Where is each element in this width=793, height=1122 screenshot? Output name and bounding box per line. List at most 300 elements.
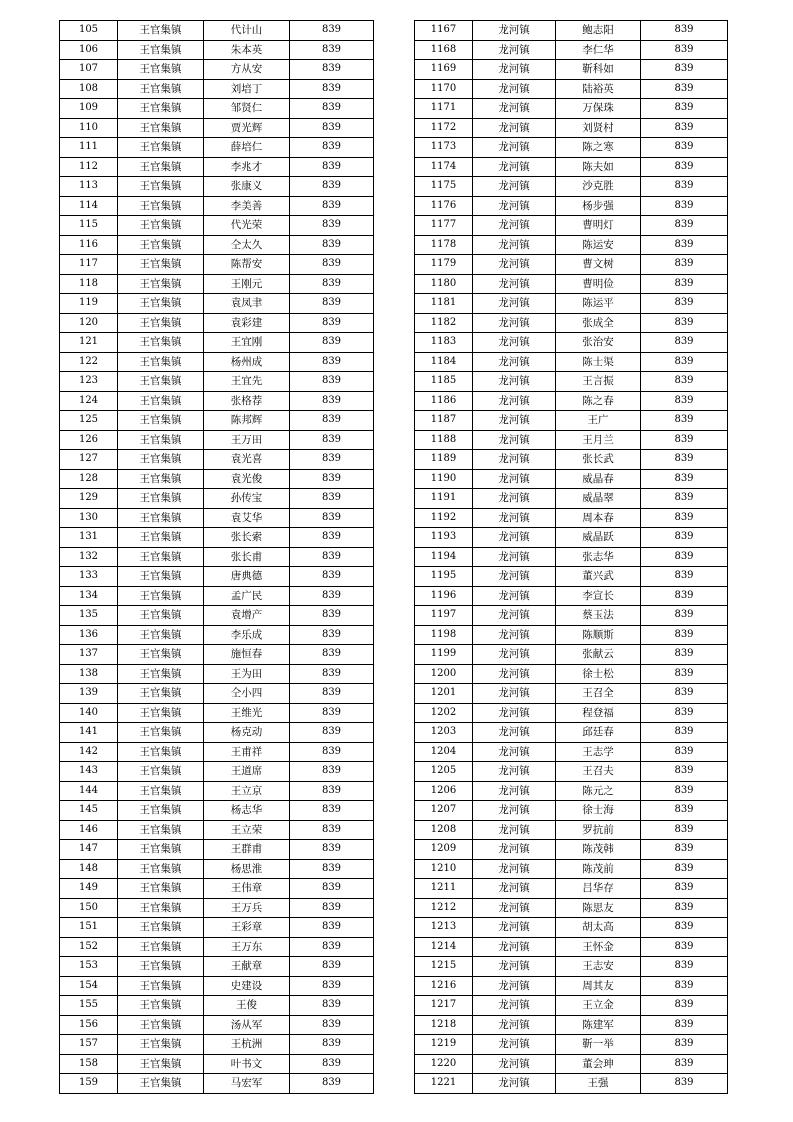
amount-cell: 839 <box>290 976 374 996</box>
table-row <box>415 684 728 704</box>
table-row <box>415 1054 728 1074</box>
name-cell: 王万兵 <box>204 898 290 918</box>
row-number-cell: 1213 <box>415 918 473 938</box>
row-number-cell: 148 <box>60 859 118 879</box>
amount-cell: 839 <box>290 352 374 372</box>
amount-cell: 839 <box>290 1015 374 1035</box>
amount-cell: 839 <box>290 411 374 431</box>
table-row <box>60 586 374 606</box>
amount-cell: 839 <box>641 372 728 392</box>
row-number-cell: 1173 <box>415 138 473 158</box>
town-cell: 龙河镇 <box>473 450 556 470</box>
table-row <box>60 508 374 528</box>
town-cell: 龙河镇 <box>473 723 556 743</box>
table-row <box>60 976 374 996</box>
row-number-cell: 151 <box>60 918 118 938</box>
town-cell: 王官集镇 <box>118 1074 204 1094</box>
name-cell: 杨步强 <box>556 196 641 216</box>
town-cell: 王官集镇 <box>118 21 204 41</box>
table-row <box>415 918 728 938</box>
town-cell: 王官集镇 <box>118 586 204 606</box>
row-number-cell: 1194 <box>415 547 473 567</box>
row-number-cell: 105 <box>60 21 118 41</box>
name-cell: 陈思友 <box>556 898 641 918</box>
amount-cell: 839 <box>290 723 374 743</box>
name-cell: 王立金 <box>556 996 641 1016</box>
town-cell: 王官集镇 <box>118 859 204 879</box>
amount-cell: 839 <box>641 781 728 801</box>
amount-cell: 839 <box>290 859 374 879</box>
amount-cell: 839 <box>290 664 374 684</box>
name-cell: 杨州成 <box>204 352 290 372</box>
table-row <box>60 469 374 489</box>
table-row <box>60 60 374 80</box>
row-number-cell: 142 <box>60 742 118 762</box>
name-cell: 张格荐 <box>204 391 290 411</box>
row-number-cell: 1220 <box>415 1054 473 1074</box>
table-row <box>415 79 728 99</box>
row-number-cell: 1198 <box>415 625 473 645</box>
town-cell: 龙河镇 <box>473 489 556 509</box>
amount-cell: 839 <box>290 294 374 314</box>
amount-cell: 839 <box>290 216 374 236</box>
amount-cell: 839 <box>290 898 374 918</box>
row-number-cell: 1172 <box>415 118 473 138</box>
amount-cell: 839 <box>290 567 374 587</box>
town-cell: 龙河镇 <box>473 586 556 606</box>
table-row <box>415 723 728 743</box>
town-cell: 龙河镇 <box>473 528 556 548</box>
amount-cell: 839 <box>641 664 728 684</box>
table-row <box>415 840 728 860</box>
table-row <box>60 1054 374 1074</box>
row-number-cell: 158 <box>60 1054 118 1074</box>
name-cell: 陈帮安 <box>204 255 290 275</box>
amount-cell: 839 <box>641 547 728 567</box>
row-number-cell: 139 <box>60 684 118 704</box>
name-cell: 孙传宝 <box>204 489 290 509</box>
town-cell: 龙河镇 <box>473 840 556 860</box>
table-row <box>415 274 728 294</box>
name-cell: 董会珅 <box>556 1054 641 1074</box>
amount-cell: 839 <box>290 235 374 255</box>
name-cell: 张长武 <box>556 450 641 470</box>
name-cell: 王立京 <box>204 781 290 801</box>
amount-cell: 839 <box>290 255 374 275</box>
row-number-cell: 109 <box>60 99 118 119</box>
name-cell: 陈之春 <box>556 391 641 411</box>
amount-cell: 839 <box>641 937 728 957</box>
name-cell: 王召全 <box>556 684 641 704</box>
amount-cell: 839 <box>641 352 728 372</box>
row-number-cell: 1174 <box>415 157 473 177</box>
town-cell: 王官集镇 <box>118 138 204 158</box>
row-number-cell: 1205 <box>415 762 473 782</box>
row-number-cell: 1177 <box>415 216 473 236</box>
town-cell: 龙河镇 <box>473 333 556 353</box>
town-cell: 龙河镇 <box>473 645 556 665</box>
row-number-cell: 1200 <box>415 664 473 684</box>
town-cell: 王官集镇 <box>118 801 204 821</box>
row-number-cell: 1176 <box>415 196 473 216</box>
amount-cell: 839 <box>290 606 374 626</box>
table-row <box>60 723 374 743</box>
town-cell: 王官集镇 <box>118 216 204 236</box>
name-cell: 罗抗前 <box>556 820 641 840</box>
row-number-cell: 137 <box>60 645 118 665</box>
name-cell: 王为田 <box>204 664 290 684</box>
name-cell: 方从安 <box>204 60 290 80</box>
row-number-cell: 154 <box>60 976 118 996</box>
town-cell: 王官集镇 <box>118 372 204 392</box>
town-cell: 王官集镇 <box>118 489 204 509</box>
table-row <box>415 976 728 996</box>
table-row <box>60 274 374 294</box>
table-row <box>415 235 728 255</box>
name-cell: 陈运安 <box>556 235 641 255</box>
name-cell: 贾光辉 <box>204 118 290 138</box>
town-cell: 王官集镇 <box>118 957 204 977</box>
row-number-cell: 1221 <box>415 1074 473 1094</box>
name-cell: 邱廷春 <box>556 723 641 743</box>
town-cell: 龙河镇 <box>473 196 556 216</box>
name-cell: 吕华存 <box>556 879 641 899</box>
amount-cell: 839 <box>290 40 374 60</box>
town-cell: 龙河镇 <box>473 508 556 528</box>
amount-cell: 839 <box>290 528 374 548</box>
town-cell: 王官集镇 <box>118 996 204 1016</box>
name-cell: 王群甫 <box>204 840 290 860</box>
table-row <box>415 703 728 723</box>
name-cell: 王俊 <box>204 996 290 1016</box>
town-cell: 龙河镇 <box>473 957 556 977</box>
row-number-cell: 1201 <box>415 684 473 704</box>
row-number-cell: 1210 <box>415 859 473 879</box>
name-cell: 王宜刚 <box>204 333 290 353</box>
row-number-cell: 145 <box>60 801 118 821</box>
town-cell: 龙河镇 <box>473 411 556 431</box>
row-number-cell: 1191 <box>415 489 473 509</box>
row-number-cell: 120 <box>60 313 118 333</box>
name-cell: 威晶翠 <box>556 489 641 509</box>
row-number-cell: 112 <box>60 157 118 177</box>
town-cell: 龙河镇 <box>473 703 556 723</box>
name-cell: 刘培丁 <box>204 79 290 99</box>
amount-cell: 839 <box>290 99 374 119</box>
table-row <box>415 528 728 548</box>
row-number-cell: 135 <box>60 606 118 626</box>
amount-cell: 839 <box>641 567 728 587</box>
town-cell: 龙河镇 <box>473 99 556 119</box>
row-number-cell: 153 <box>60 957 118 977</box>
table-row <box>415 372 728 392</box>
name-cell: 仝小四 <box>204 684 290 704</box>
town-cell: 王官集镇 <box>118 1054 204 1074</box>
table-row <box>415 781 728 801</box>
town-cell: 王官集镇 <box>118 313 204 333</box>
amount-cell: 839 <box>290 1074 374 1094</box>
name-cell: 王言振 <box>556 372 641 392</box>
row-number-cell: 143 <box>60 762 118 782</box>
name-cell: 王彩章 <box>204 918 290 938</box>
table-row <box>60 1074 374 1094</box>
town-cell: 龙河镇 <box>473 976 556 996</box>
name-cell: 靳一举 <box>556 1035 641 1055</box>
amount-cell: 839 <box>641 976 728 996</box>
table-row <box>60 859 374 879</box>
row-number-cell: 1178 <box>415 235 473 255</box>
name-cell: 威晶跃 <box>556 528 641 548</box>
name-cell: 王维光 <box>204 703 290 723</box>
amount-cell: 839 <box>290 274 374 294</box>
left-table-body <box>60 21 374 1094</box>
row-number-cell: 1217 <box>415 996 473 1016</box>
table-row <box>415 1015 728 1035</box>
row-number-cell: 130 <box>60 508 118 528</box>
amount-cell: 839 <box>290 60 374 80</box>
amount-cell: 839 <box>641 255 728 275</box>
row-number-cell: 1203 <box>415 723 473 743</box>
amount-cell: 839 <box>290 489 374 509</box>
row-number-cell: 1180 <box>415 274 473 294</box>
row-number-cell: 1208 <box>415 820 473 840</box>
town-cell: 王官集镇 <box>118 547 204 567</box>
amount-cell: 839 <box>641 1015 728 1035</box>
name-cell: 王刚元 <box>204 274 290 294</box>
amount-cell: 839 <box>641 60 728 80</box>
table-row <box>60 703 374 723</box>
row-number-cell: 122 <box>60 352 118 372</box>
table-row <box>415 216 728 236</box>
name-cell: 陈顺斯 <box>556 625 641 645</box>
name-cell: 沙克胜 <box>556 177 641 197</box>
name-cell: 王广 <box>556 411 641 431</box>
town-cell: 王官集镇 <box>118 157 204 177</box>
row-number-cell: 1184 <box>415 352 473 372</box>
name-cell: 李仁华 <box>556 40 641 60</box>
amount-cell: 839 <box>641 684 728 704</box>
table-row <box>415 1074 728 1094</box>
town-cell: 龙河镇 <box>473 430 556 450</box>
amount-cell: 839 <box>641 1035 728 1055</box>
town-cell: 王官集镇 <box>118 294 204 314</box>
row-number-cell: 1202 <box>415 703 473 723</box>
town-cell: 王官集镇 <box>118 645 204 665</box>
table-row <box>60 372 374 392</box>
name-cell: 王志安 <box>556 957 641 977</box>
town-cell: 龙河镇 <box>473 820 556 840</box>
table-row <box>60 1035 374 1055</box>
amount-cell: 839 <box>290 625 374 645</box>
town-cell: 王官集镇 <box>118 79 204 99</box>
town-cell: 龙河镇 <box>473 859 556 879</box>
table-row <box>60 840 374 860</box>
name-cell: 陈邦辉 <box>204 411 290 431</box>
name-cell: 王万田 <box>204 430 290 450</box>
amount-cell: 839 <box>290 645 374 665</box>
row-number-cell: 1215 <box>415 957 473 977</box>
row-number-cell: 1218 <box>415 1015 473 1035</box>
town-cell: 龙河镇 <box>473 216 556 236</box>
town-cell: 王官集镇 <box>118 684 204 704</box>
row-number-cell: 134 <box>60 586 118 606</box>
row-number-cell: 1168 <box>415 40 473 60</box>
amount-cell: 839 <box>290 1035 374 1055</box>
amount-cell: 839 <box>641 996 728 1016</box>
amount-cell: 839 <box>290 684 374 704</box>
town-cell: 龙河镇 <box>473 1054 556 1074</box>
town-cell: 王官集镇 <box>118 606 204 626</box>
table-row <box>415 586 728 606</box>
amount-cell: 839 <box>290 508 374 528</box>
town-cell: 王官集镇 <box>118 1015 204 1035</box>
name-cell: 徐士海 <box>556 801 641 821</box>
town-cell: 龙河镇 <box>473 352 556 372</box>
table-row <box>415 177 728 197</box>
amount-cell: 839 <box>290 196 374 216</box>
amount-cell: 839 <box>290 177 374 197</box>
table-row <box>60 547 374 567</box>
name-cell: 徐士松 <box>556 664 641 684</box>
amount-cell: 839 <box>290 333 374 353</box>
town-cell: 王官集镇 <box>118 664 204 684</box>
amount-cell: 839 <box>641 586 728 606</box>
amount-cell: 839 <box>641 645 728 665</box>
town-cell: 龙河镇 <box>473 118 556 138</box>
town-cell: 王官集镇 <box>118 508 204 528</box>
amount-cell: 839 <box>290 703 374 723</box>
table-row <box>60 21 374 41</box>
town-cell: 王官集镇 <box>118 177 204 197</box>
table-row <box>415 21 728 41</box>
row-number-cell: 126 <box>60 430 118 450</box>
table-row <box>415 118 728 138</box>
name-cell: 王月兰 <box>556 430 641 450</box>
amount-cell: 839 <box>641 898 728 918</box>
name-cell: 张康义 <box>204 177 290 197</box>
name-cell: 王宜先 <box>204 372 290 392</box>
amount-cell: 839 <box>641 918 728 938</box>
town-cell: 王官集镇 <box>118 196 204 216</box>
name-cell: 袁凤聿 <box>204 294 290 314</box>
name-cell: 唐典德 <box>204 567 290 587</box>
amount-cell: 839 <box>290 547 374 567</box>
amount-cell: 839 <box>290 781 374 801</box>
town-cell: 龙河镇 <box>473 157 556 177</box>
row-number-cell: 1185 <box>415 372 473 392</box>
amount-cell: 839 <box>641 99 728 119</box>
row-number-cell: 140 <box>60 703 118 723</box>
row-number-cell: 144 <box>60 781 118 801</box>
name-cell: 王杭洲 <box>204 1035 290 1055</box>
row-number-cell: 1212 <box>415 898 473 918</box>
table-row <box>415 40 728 60</box>
table-row <box>60 118 374 138</box>
row-number-cell: 117 <box>60 255 118 275</box>
row-number-cell: 1187 <box>415 411 473 431</box>
right-table <box>414 20 728 1094</box>
amount-cell: 839 <box>641 333 728 353</box>
right-table-body <box>415 21 728 1094</box>
table-row <box>60 391 374 411</box>
left-table <box>59 20 374 1094</box>
table-row <box>60 450 374 470</box>
table-row <box>60 606 374 626</box>
name-cell: 曹明俭 <box>556 274 641 294</box>
name-cell: 陈夫如 <box>556 157 641 177</box>
amount-cell: 839 <box>290 313 374 333</box>
row-number-cell: 127 <box>60 450 118 470</box>
row-number-cell: 106 <box>60 40 118 60</box>
town-cell: 王官集镇 <box>118 99 204 119</box>
table-row <box>415 294 728 314</box>
name-cell: 王强 <box>556 1074 641 1094</box>
amount-cell: 839 <box>641 1074 728 1094</box>
table-row <box>60 567 374 587</box>
table-row <box>415 411 728 431</box>
row-number-cell: 1193 <box>415 528 473 548</box>
table-row <box>415 606 728 626</box>
row-number-cell: 1192 <box>415 508 473 528</box>
table-row <box>415 60 728 80</box>
row-number-cell: 108 <box>60 79 118 99</box>
town-cell: 王官集镇 <box>118 255 204 275</box>
table-row <box>415 898 728 918</box>
town-cell: 龙河镇 <box>473 255 556 275</box>
row-number-cell: 147 <box>60 840 118 860</box>
name-cell: 仝太久 <box>204 235 290 255</box>
row-number-cell: 107 <box>60 60 118 80</box>
table-row <box>415 196 728 216</box>
town-cell: 龙河镇 <box>473 567 556 587</box>
row-number-cell: 1181 <box>415 294 473 314</box>
table-row <box>60 79 374 99</box>
amount-cell: 839 <box>641 703 728 723</box>
town-cell: 龙河镇 <box>473 177 556 197</box>
table-row <box>415 469 728 489</box>
amount-cell: 839 <box>641 450 728 470</box>
row-number-cell: 113 <box>60 177 118 197</box>
amount-cell: 839 <box>641 430 728 450</box>
amount-cell: 839 <box>290 372 374 392</box>
name-cell: 袁光喜 <box>204 450 290 470</box>
amount-cell: 839 <box>641 294 728 314</box>
name-cell: 叶书文 <box>204 1054 290 1074</box>
town-cell: 龙河镇 <box>473 60 556 80</box>
town-cell: 王官集镇 <box>118 528 204 548</box>
name-cell: 张献云 <box>556 645 641 665</box>
table-row <box>60 664 374 684</box>
row-number-cell: 150 <box>60 898 118 918</box>
table-row <box>60 898 374 918</box>
amount-cell: 839 <box>290 957 374 977</box>
amount-cell: 839 <box>290 1054 374 1074</box>
row-number-cell: 136 <box>60 625 118 645</box>
town-cell: 龙河镇 <box>473 937 556 957</box>
table-row <box>415 489 728 509</box>
town-cell: 王官集镇 <box>118 976 204 996</box>
amount-cell: 839 <box>641 235 728 255</box>
table-row <box>415 547 728 567</box>
table-row <box>60 645 374 665</box>
name-cell: 袁光俊 <box>204 469 290 489</box>
name-cell: 董兴武 <box>556 567 641 587</box>
name-cell: 张成全 <box>556 313 641 333</box>
amount-cell: 839 <box>290 742 374 762</box>
name-cell: 袁彩建 <box>204 313 290 333</box>
row-number-cell: 141 <box>60 723 118 743</box>
town-cell: 王官集镇 <box>118 781 204 801</box>
